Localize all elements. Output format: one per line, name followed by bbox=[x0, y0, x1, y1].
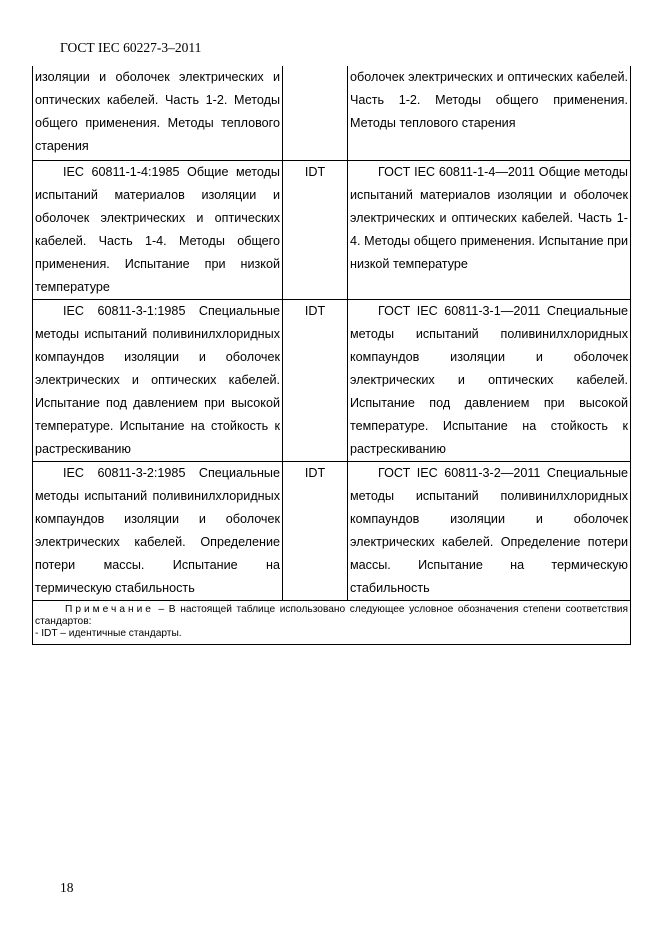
degree-cell: IDT bbox=[283, 462, 348, 601]
document-header: ГОСТ IEC 60227-3–2011 bbox=[60, 40, 202, 55]
international-standard-cell: изоляции и оболочек электрических и оптических кабелей. Часть 1-2. Методы общего применения. Методы теплового старения bbox=[33, 66, 283, 161]
interstate-standard-cell: оболочек электрических и оптических кабелей. Часть 1-2. Методы общего применения. Методы теплового старения bbox=[348, 66, 631, 161]
degree-cell: IDT bbox=[283, 300, 348, 462]
international-standard-cell: IEC 60811-3-1:1985 Специальные методы испытаний поливинилхлоридных компаундов изоляции и оболочек электрических и оптических кабелей. Испытание под давлением при высокой температуре. Испытание на стойкость к растрескиванию bbox=[33, 300, 283, 462]
note-text: – В настоящей таблице использовано следующее условное обозначения степени соответствия стандартов: bbox=[35, 604, 628, 627]
degree-cell bbox=[283, 66, 348, 161]
international-standard-cell: IEC 60811-3-2:1985 Специальные методы испытаний поливинилхлоридных компаундов изоляции и оболочек электрических кабелей. Определение потери массы. Испытание на термическую стабильность bbox=[33, 462, 283, 601]
note-item: - IDT – идентичные стандарты. bbox=[35, 628, 182, 639]
international-standard-cell: IEC 60811-1-4:1985 Общие методы испытаний материалов изоляции и оболочек электрических и оптических кабелей. Часть 1-4. Методы общего применения. Испытание при низкой температуре bbox=[33, 161, 283, 300]
interstate-standard-cell: ГОСТ IEC 60811-3-2—2011 Специальные методы испытаний поливинилхлоридных компаундов изоляции и оболочек электрических кабелей. Определение потери массы. Испытание на термическую стабильность bbox=[348, 462, 631, 601]
table-note-row bbox=[33, 601, 631, 645]
table-note bbox=[33, 601, 631, 645]
interstate-standard-cell: ГОСТ IEC 60811-1-4—2011 Общие методы испытаний материалов изоляции и оболочек электрических и оптических кабелей. Часть 1-4. Методы общего применения. Испытание при низкой температуре bbox=[348, 161, 631, 300]
table-row bbox=[33, 66, 631, 161]
standards-correspondence-table bbox=[32, 66, 631, 645]
table-row bbox=[33, 462, 631, 601]
table-row bbox=[33, 300, 631, 462]
note-label: Примечание bbox=[65, 604, 154, 615]
interstate-standard-cell: ГОСТ IEC 60811-3-1—2011 Специальные методы испытаний поливинилхлоридных компаундов изоляции и оболочек электрических и оптических кабелей. Испытание под давлением при высокой температуре. Испытание на стойкость к растрескиванию bbox=[348, 300, 631, 462]
degree-cell: IDT bbox=[283, 161, 348, 300]
table-row bbox=[33, 161, 631, 300]
page-number: 18 bbox=[60, 880, 74, 895]
